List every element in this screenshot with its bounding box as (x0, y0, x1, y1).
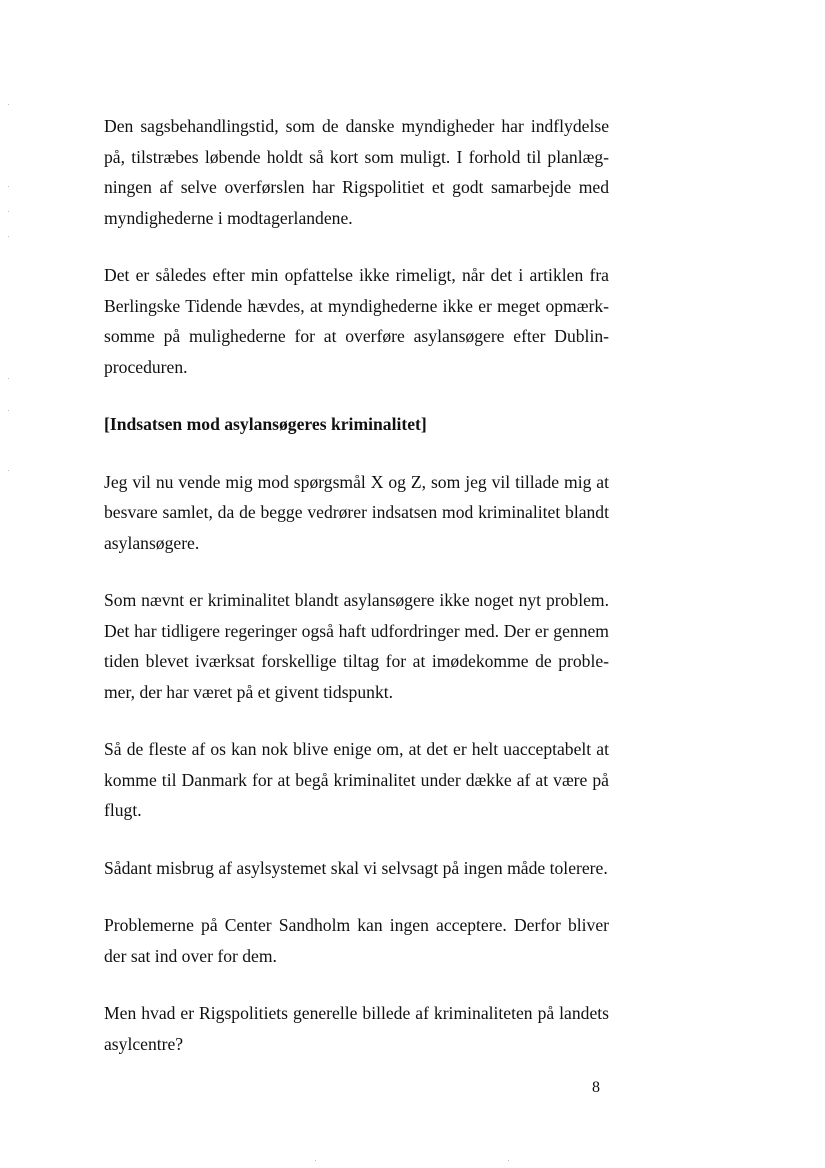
page-number: 8 (592, 1079, 600, 1096)
text-line: Men hvad er Rigspolitiets generelle billede af kriminaliteten på landets (104, 1003, 609, 1023)
paragraph-case-processing-time (104, 111, 609, 233)
text-line: komme til Danmark for at begå kriminalitet under dække af at være på (104, 769, 609, 790)
text-line: Det er således efter min opfattelse ikke rimeligt, når det i artiklen fra (104, 265, 609, 285)
scan-mark (508, 1160, 509, 1161)
document-page (104, 111, 609, 1086)
text-line: Problemerne på Center Sandholm kan ingen acceptere. Derfor bliver (104, 915, 609, 935)
text-line: proceduren. (104, 356, 188, 377)
scan-mark (8, 378, 9, 379)
text-line: besvare samlet, da de begge vedrører indsatsen mod kriminalitet blandt (104, 502, 609, 522)
scan-mark (8, 211, 9, 212)
paragraph-unacceptable (104, 734, 609, 826)
scan-mark (8, 236, 9, 237)
scan-mark (8, 104, 9, 105)
text-line: asylansøgere. (104, 532, 200, 553)
text-line: Så de fleste af os kan nok blive enige om, at det er helt uacceptabelt at (104, 739, 609, 759)
text-line: Jeg vil nu vende mig mod spørgsmål X og Z, som jeg vil tillade mig at (104, 471, 609, 492)
scan-mark (8, 186, 9, 187)
text-line: tiden blevet iværksat forskellige tiltag for at imødekomme de proble- (104, 651, 609, 671)
section-heading: [Indsatsen mod asylansøgeres kriminalitet] (104, 414, 427, 434)
scan-mark (8, 470, 9, 471)
paragraph-questions-x-z (104, 467, 609, 559)
text-line: mer, der har været på et givent tidspunkt. (104, 681, 394, 702)
text-line: Det har tidligere regeringer også haft udfordringer med. Der er gennem (104, 620, 609, 641)
paragraph-berlingske-article (104, 260, 609, 382)
text-line: Berlingske Tidende hævdes, at myndighederne ikke er meget opmærk- (104, 295, 609, 316)
text-line: Som nævnt er kriminalitet blandt asylansøgere ikke noget nyt problem. (104, 590, 609, 610)
text-line: på, tilstræbes løbende holdt så kort som muligt. I forhold til planlæg- (104, 146, 609, 167)
paragraph-crime-not-new (104, 585, 609, 707)
paragraph-misuse (104, 853, 609, 884)
text-line: Den sagsbehandlingstid, som de danske myndigheder har indflydelse (104, 116, 609, 136)
paragraph-general-picture (104, 998, 609, 1059)
text-line: somme på mulighederne for at overføre asylansøgere efter Dublin- (104, 326, 609, 346)
paragraph-center-sandholm (104, 910, 609, 971)
text-line: Sådant misbrug af asylsystemet skal vi selvsagt på ingen måde tolerere. (104, 857, 608, 878)
text-line: ningen af selve overførslen har Rigspolitiet et godt samarbejde med (104, 177, 609, 197)
scan-mark (315, 1160, 316, 1161)
text-line: myndighederne i modtagerlandene. (104, 207, 353, 228)
text-line: der sat ind over for dem. (104, 945, 277, 966)
text-line: asylcentre? (104, 1033, 184, 1054)
scan-mark (8, 410, 9, 411)
text-line: flugt. (104, 800, 142, 820)
